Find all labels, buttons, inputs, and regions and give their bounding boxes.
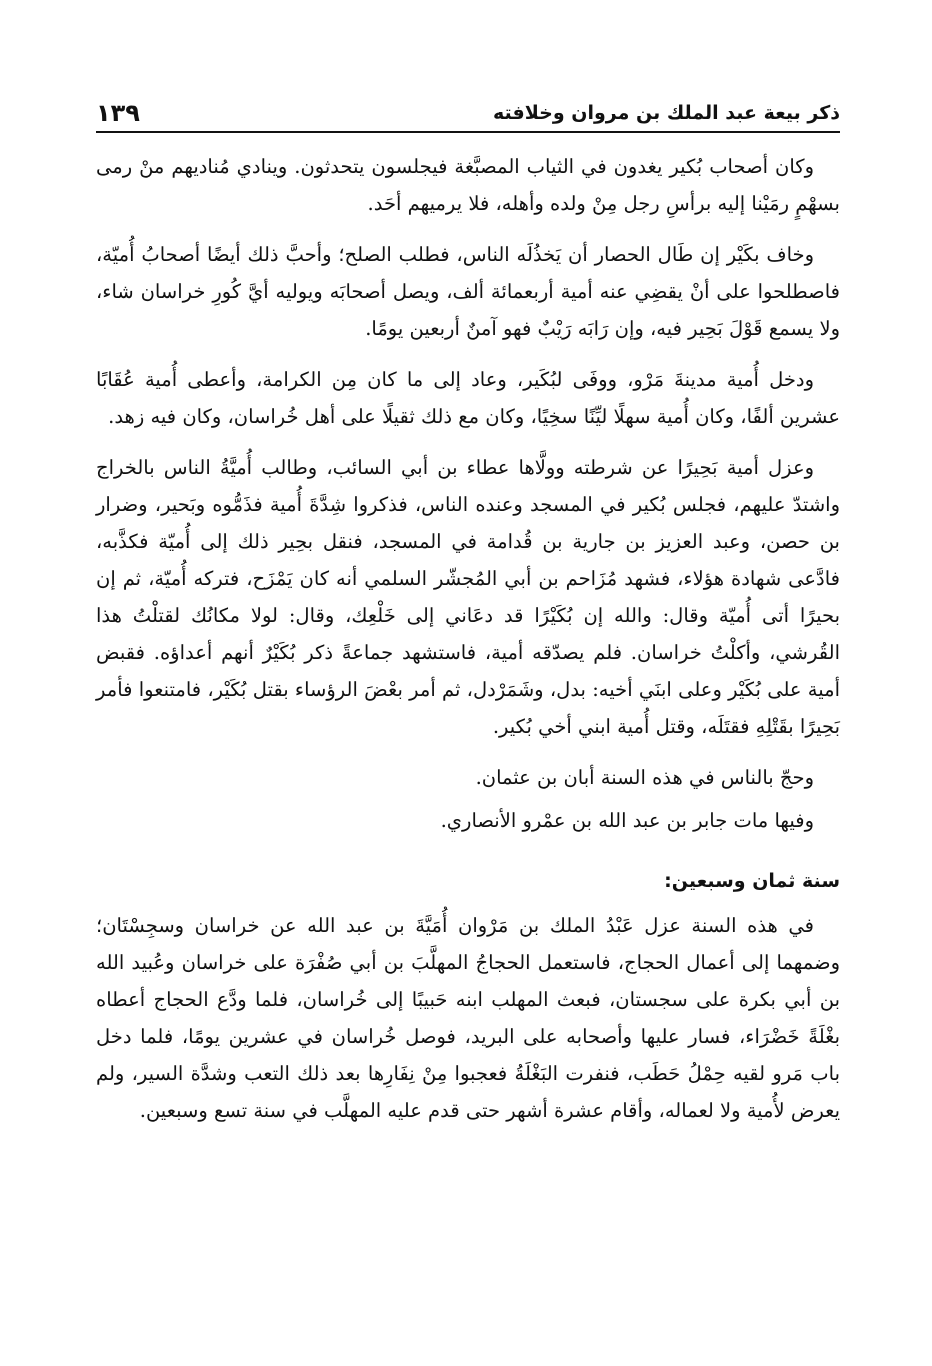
running-title: ذكر بيعة عبد الملك بن مروان وخلافته — [493, 102, 840, 124]
section-heading: سنة ثمان وسبعين: — [664, 870, 840, 892]
main-text — [96, 148, 840, 1143]
paragraph: ودخل أُمية مدينةَ مَرْو، ووفَى لبُكَير، وعاد إلى ما كان مِن الكرامة، وأعطى أُمية عُقَابًا عشرين ألفًا، وكان أُمية سهلًا ليِّنًا سخِيًا، وكان مع ذلك ثقيلًا على أهل خُراسان، وكان فيه زهد. — [96, 368, 840, 428]
paragraph: وعزل أمية بَحِيرًا عن شرطته وولَّاها عطاء بن أبي السائب، وطالب أُميَّةُ الناس بالخراج واشتدّ عليهم، فجلس بُكير في المسجد وعنده الناس، فذكروا شِدَّةَ أُمية فذَمُّوه وبَحير، وضرار بن حصن، وعبد العزيز بن جارية بن قُدامة في المسجد، فنقل بحِير ذلك إلى أُميّة فكذَّبه، فادَّعى شهادة هؤلاء، فشهد مُزَاحم بن أبي المُجشّر السلمي أنه كان يَمْزَح، فتركه أُميّة، ثم إن بحيرًا أتى أُميّة وقال: والله إن بُكَيْرًا قد دعَاني إلى خَلْعِك، وقال: لولا مكانُك لقتلْتُ هذا القُرشي، وأكلْتُ خراسان. فلم يصدّقه أمية، فاستشهد جماعةً ذكر بُكَيْرٌ أنهم أعداؤه. فقبض أمية على بُكَيْر وعلى ابنَي أخيه: بدل، وشَمَرْدل، ثم أمر بعْضَ الرؤساء بقتل بُكَيْر، فامتنعوا فأمر بَحِيرًا بقَتْلِهِ فقتَلَه، وقتل أُمية ابني أخي بُكير. — [96, 456, 840, 738]
paragraph: وكان أصحاب بُكير يغدون في الثياب المصبَّغة فيجلسون يتحدثون. وينادي مُناديهم منْ رمى بسهْمٍ رمَيْنا إليه برأسِ رجل مِنْ ولده وأهله، فلا يرميهم أحَد. — [96, 155, 840, 215]
paragraph: وحجّ بالناس في هذه السنة أبان بن عثمان. — [475, 766, 814, 789]
paragraph: وخاف بكَيْر إن طَال الحصار أن يَخذُلَه الناس، فطلب الصلح؛ وأحبَّ ذلك أيضًا أصحابُ أُميّة، فاصطلحوا على أنْ يقضِي عنه أمية أربعمائة ألف، ويصل أصحابَه ويوليه أيَّ كُورِ خراسان شاء، ولا يسمع قَوْلَ بَحِير فيه، وإن رَابَه رَيْبٌ فهو آمنٌ أربعين يومًا. — [96, 243, 840, 340]
page-number: ١٣٩ — [96, 99, 140, 127]
section-paragraph: في هذه السنة عزل عَبْدُ الملك بن مَرْوان أُمَيَّةَ بن عبد الله عن خراسان وسجِسْتَان؛ وضمهما إلى أعمال الحجاج، فاستعمل الحجاجُ المهلَّبَ بن أبي صُفْرَة على خراسان وعُبيد الله بن أبي بكرة على سجستان، فبعث المهلب ابنه حَبيبًا إلى خُراسان، فلما ودَّع الحجاج أعطاه بغْلَةً خَضْرَاء، فسار عليها وأصحابه على البريد، فوصل خُراسان في عشرين يومًا، فلما دخل باب مَرو لقيه حِمْلُ حَطَب، فنفرت البَغْلَةُ فعجبوا مِنْ نِفَارِها بعد ذلك التعب وشدَّة السير، ولم يعرض لأُمية ولا لعماله، وأقام عشرة أشهر حتى قدم عليه المهلَّب في سنة تسع وسبعين. — [96, 914, 840, 1122]
paragraph: وفيها مات جابر بن عبد الله بن عمْرو الأنصاري. — [440, 809, 814, 832]
running-header — [96, 88, 840, 128]
header-rule — [96, 131, 840, 133]
